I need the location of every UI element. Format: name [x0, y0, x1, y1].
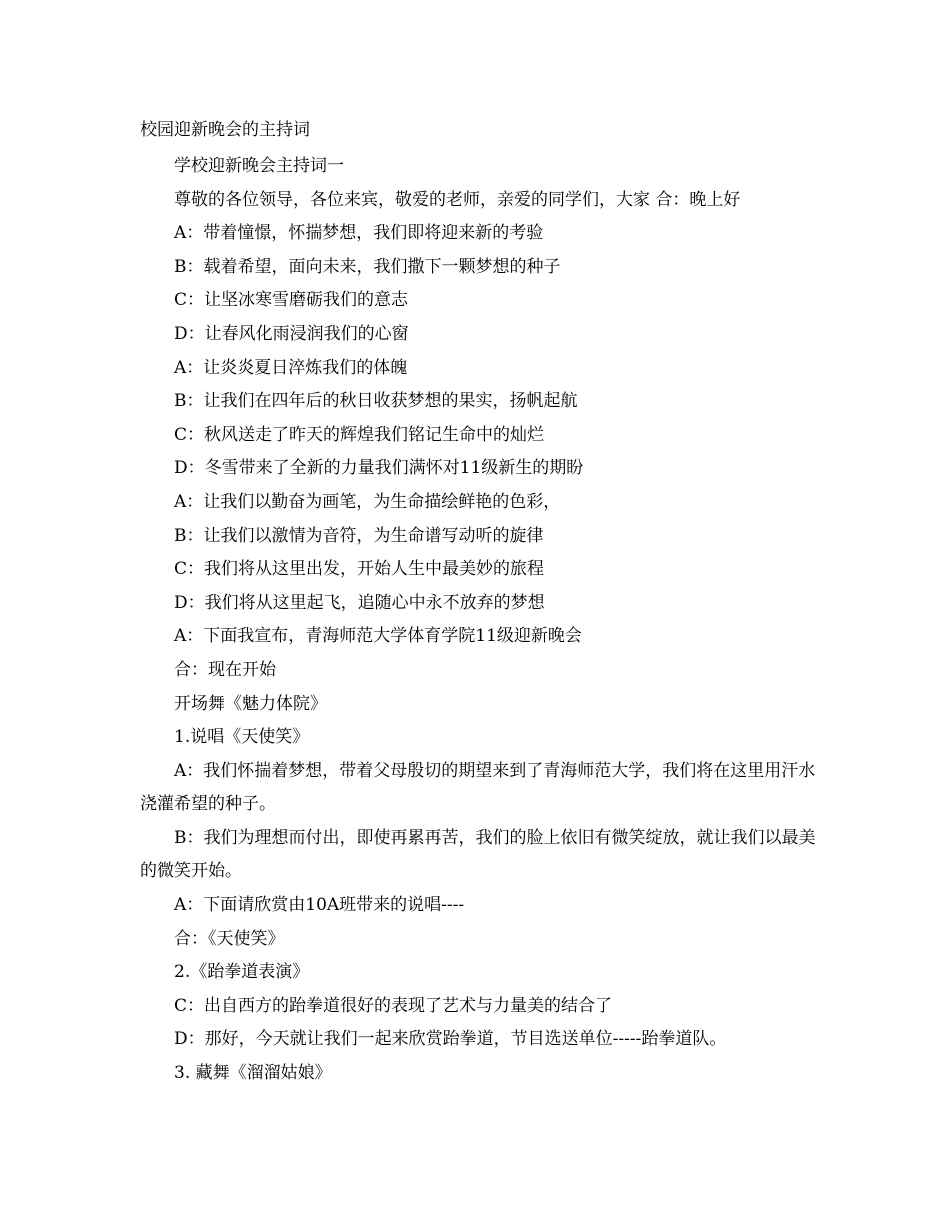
paragraph: 开场舞《魅力体院》 — [174, 693, 327, 714]
paragraph: D：那好，今天就让我们一起来欣赏跆拳道，节目选送单位-----跆拳道队。 — [174, 1029, 727, 1050]
paragraph: C：出自西方的跆拳道很好的表现了艺术与力量美的结合了 — [174, 995, 613, 1016]
paragraph: B：让我们在四年后的秋日收获梦想的果实，扬帆起航 — [174, 391, 578, 412]
paragraph: A：让我们以勤奋为画笔，为生命描绘鲜艳的色彩， — [174, 491, 561, 512]
document-body — [140, 150, 820, 1091]
paragraph: 合：《天使笑》 — [174, 928, 285, 949]
document-title: 校园迎新晚会的主持词 — [140, 120, 310, 140]
paragraph: D：我们将从这里起飞，追随心中永不放弃的梦想 — [174, 592, 545, 613]
paragraph: A：下面请欣赏由10A班带来的说唱---- — [174, 895, 465, 916]
paragraph: 合：现在开始 — [174, 659, 276, 680]
paragraph: D：冬雪带来了全新的力量我们满怀对11级新生的期盼 — [174, 458, 584, 479]
paragraph: B：载着希望，面向未来，我们撒下一颗梦想的种子 — [174, 256, 561, 277]
paragraph: 学校迎新晚会主持词一 — [174, 156, 344, 176]
paragraph: A：带着憧憬，怀揣梦想，我们即将迎来新的考验 — [174, 223, 544, 244]
paragraph: 1.说唱《天使笑》 — [174, 727, 310, 748]
paragraph: C：秋风送走了昨天的辉煌我们铭记生命中的灿烂 — [174, 424, 545, 445]
paragraph: 尊敬的各位领导，各位来宾，敬爱的老师，亲爱的同学们，大家 合：晚上好 — [174, 189, 741, 210]
paragraph: D：让春风化雨浸润我们的心窗 — [174, 323, 409, 344]
paragraph: A：我们怀揣着梦想，带着父母殷切的期望来到了青海师范大学，我们将在这里用汗水浇灌希望的种子。 — [140, 760, 816, 815]
paragraph: B：我们为理想而付出，即使再累再苦，我们的脸上依旧有微笑绽放，就让我们以最美的微笑开始。 — [140, 827, 816, 882]
paragraph: C：我们将从这里出发，开始人生中最美妙的旅程 — [174, 559, 545, 580]
paragraph: B：让我们以激情为音符，为生命谱写动听的旋律 — [174, 525, 544, 546]
paragraph: 3. 藏舞《溜溜姑娘》 — [174, 1063, 332, 1084]
paragraph: A：让炎炎夏日淬炼我们的体魄 — [174, 357, 408, 378]
paragraph: C：让坚冰寒雪磨砺我们的意志 — [174, 290, 409, 311]
paragraph: 2.《跆拳道表演》 — [174, 962, 310, 983]
paragraph: A：下面我宣布，青海师范大学体育学院11级迎新晚会 — [174, 626, 582, 647]
